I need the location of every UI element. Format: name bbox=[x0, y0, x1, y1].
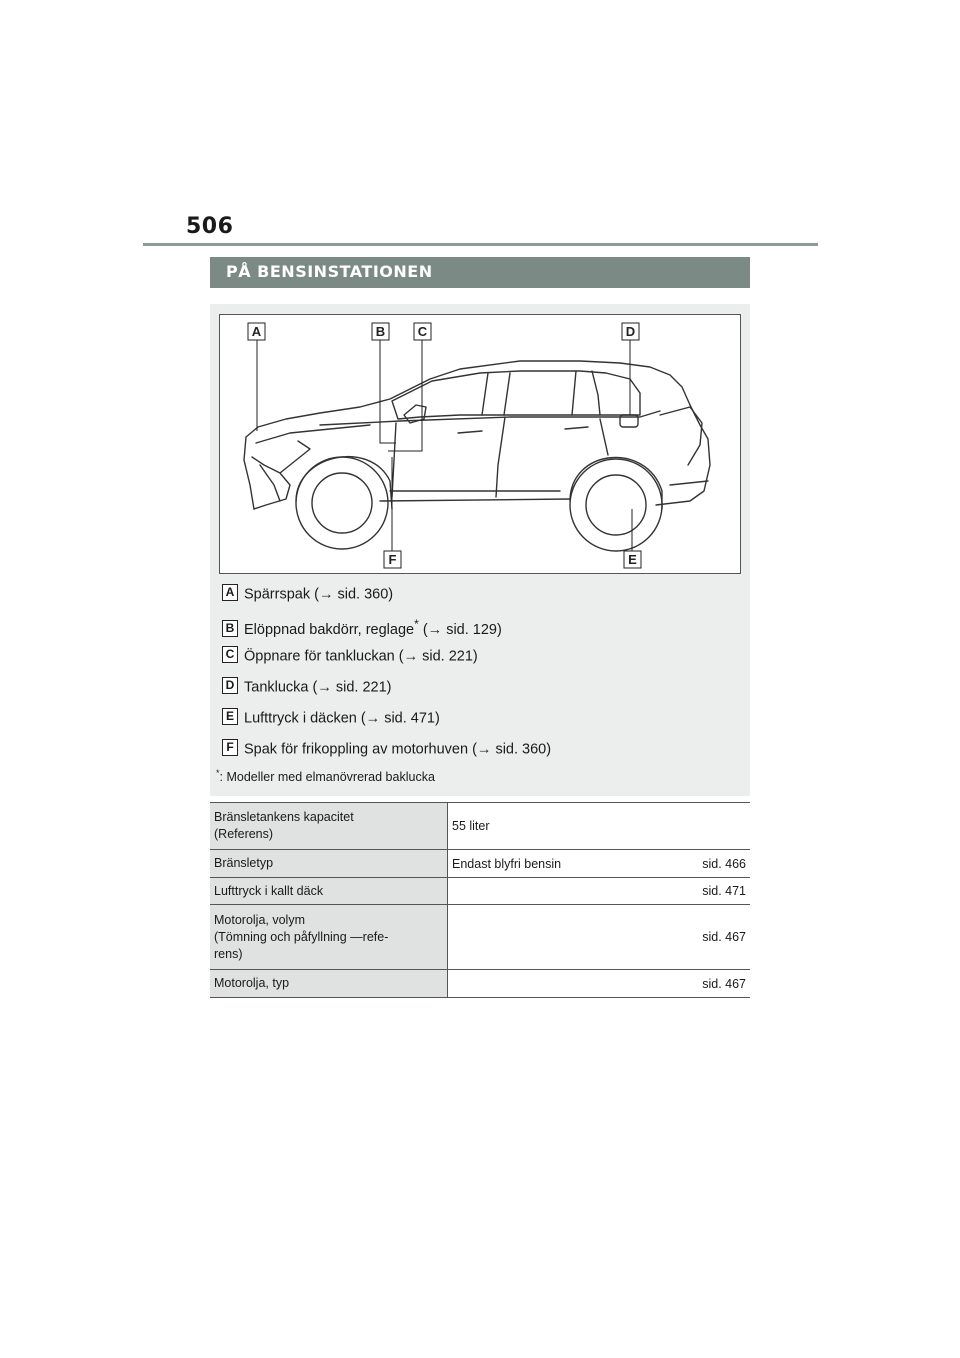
row-value: sid. 467 bbox=[448, 905, 751, 970]
section-title: PÅ BENSINSTATIONEN bbox=[226, 262, 433, 281]
legend-letter: D bbox=[222, 677, 238, 694]
legend-text-ref: (→ sid. 129) bbox=[418, 622, 502, 638]
footnote-text: : Modeller med elmanövrerad baklucka bbox=[219, 770, 435, 785]
legend-letter: B bbox=[222, 620, 238, 637]
row-value: Endast blyfri bensin sid. 466 bbox=[448, 850, 751, 878]
row-label: Motorolja, typ bbox=[210, 970, 448, 998]
car-side-view-drawing bbox=[220, 315, 742, 575]
table-row bbox=[210, 803, 750, 850]
svg-text:B: B bbox=[375, 324, 386, 339]
row-value: sid. 471 bbox=[448, 878, 751, 905]
legend-item bbox=[222, 648, 478, 670]
spec-table bbox=[210, 802, 750, 998]
page-number: 506 bbox=[186, 214, 234, 239]
legend-letter: A bbox=[222, 584, 238, 601]
table-row bbox=[210, 905, 750, 970]
callout-D bbox=[622, 323, 639, 415]
legend-text: Spärrspak (→ sid. 360) bbox=[244, 586, 394, 603]
footnote-mark: * bbox=[414, 617, 419, 631]
svg-text:C: C bbox=[417, 324, 428, 339]
table-row bbox=[210, 878, 750, 905]
legend-item bbox=[222, 741, 551, 763]
svg-text:D: D bbox=[625, 324, 636, 339]
header-rule bbox=[143, 243, 818, 246]
svg-text:E: E bbox=[628, 552, 637, 567]
legend-text: Öppnare för tankluckan (→ sid. 221) bbox=[244, 648, 478, 665]
legend-text: Lufttryck i däcken (→ sid. 471) bbox=[244, 710, 440, 727]
row-label: Bränsletankens kapacitet (Referens) bbox=[210, 803, 448, 850]
row-value: 55 liter bbox=[448, 803, 751, 850]
row-label: Bränsletyp bbox=[210, 850, 448, 878]
table-row bbox=[210, 970, 750, 998]
legend-item bbox=[222, 617, 502, 639]
legend-item bbox=[222, 679, 391, 701]
row-label: Motorolja, volym (Tömning och påfyllning —refe- rens) bbox=[210, 905, 448, 970]
row-label: Lufttryck i kallt däck bbox=[210, 878, 448, 905]
table-row bbox=[210, 850, 750, 878]
row-value: sid. 467 bbox=[448, 970, 751, 998]
legend-text: Tanklucka (→ sid. 221) bbox=[244, 679, 392, 696]
legend-letter: F bbox=[222, 739, 238, 756]
callout-B bbox=[372, 323, 396, 443]
footnote bbox=[216, 768, 435, 784]
legend-item bbox=[222, 586, 393, 608]
footnote-asterisk: * bbox=[216, 768, 220, 778]
legend-text: Elöppnad bakdörr, reglage bbox=[244, 622, 415, 638]
callout-C bbox=[388, 323, 431, 451]
svg-text:F: F bbox=[388, 552, 397, 567]
figure-panel bbox=[210, 304, 750, 796]
svg-text:A: A bbox=[251, 324, 262, 339]
legend-letter: E bbox=[222, 708, 238, 725]
callout-E bbox=[624, 509, 641, 568]
legend-item bbox=[222, 710, 440, 732]
callout-A bbox=[248, 323, 265, 431]
legend-text: Spak för frikoppling av motorhuven (→ sid. 360) bbox=[244, 741, 552, 758]
legend-letter: C bbox=[222, 646, 238, 663]
car-illustration bbox=[219, 314, 741, 574]
section-header bbox=[210, 257, 750, 288]
